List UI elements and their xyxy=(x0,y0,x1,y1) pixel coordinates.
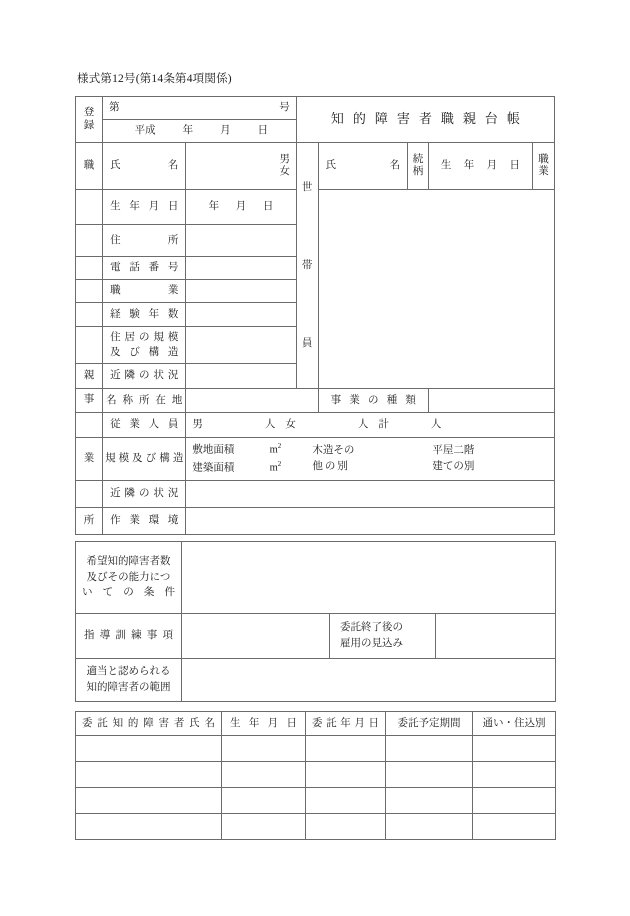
structure-type-label: 木造その 他の別 xyxy=(312,444,355,472)
consignment-cell-name[interactable] xyxy=(76,762,222,788)
guardian-phone-label: 電話番号 xyxy=(103,257,186,280)
table-row xyxy=(76,736,556,762)
consignment-header-name: 委託知的障害者氏名 xyxy=(76,712,222,736)
guardian-housing-value[interactable] xyxy=(186,327,296,364)
workplace-environment-row xyxy=(76,508,555,535)
workplace-environment-value[interactable] xyxy=(186,508,555,535)
post-consignment-value[interactable] xyxy=(436,614,556,659)
employees-male-unit: 人 xyxy=(264,419,276,431)
workplace-scale-label: 規模及び構造 xyxy=(103,438,186,481)
consignment-cell-date[interactable] xyxy=(306,762,386,788)
guardian-side-blank-4 xyxy=(76,280,103,303)
guardian-birthdate-label: 生年月日 xyxy=(103,190,186,225)
consignment-cell-type[interactable] xyxy=(473,762,556,788)
consignment-cell-name[interactable] xyxy=(76,788,222,814)
year-label: 年 xyxy=(182,125,194,137)
workplace-name-address-value[interactable] xyxy=(186,389,318,413)
workplace-name-row xyxy=(76,389,555,413)
consignment-cell-birthdate[interactable] xyxy=(222,788,306,814)
workplace-side-label-sho: 所 xyxy=(76,508,103,535)
registration-row xyxy=(76,97,555,120)
guardian-neighborhood-label: 近隣の状況 xyxy=(103,364,186,389)
training-items-row xyxy=(76,614,556,659)
consignment-cell-date[interactable] xyxy=(306,814,386,840)
household-header-relation: 続 柄 xyxy=(408,143,429,190)
floors-type-label: 平屋二階 建ての別 xyxy=(432,444,475,472)
employees-total-unit: 人 xyxy=(430,419,442,431)
consignment-cell-type[interactable] xyxy=(473,814,556,840)
day-label: 日 xyxy=(257,125,269,137)
consignment-header-period: 委託予定期間 xyxy=(386,712,473,736)
guardian-side-blank-2 xyxy=(76,225,103,257)
guardian-side-blank-3 xyxy=(76,257,103,280)
employees-female-unit: 人 xyxy=(357,419,369,431)
guardian-occupation-label: 職 業 xyxy=(103,280,186,303)
consignment-header-type: 通い・住込別 xyxy=(473,712,556,736)
guardian-housing-label: 住居の規模 及び構造 xyxy=(103,327,186,364)
workplace-scale-row xyxy=(76,438,555,481)
registration-date-cell[interactable] xyxy=(103,120,297,143)
workplace-employees-value[interactable] xyxy=(186,413,555,438)
guardian-address-value[interactable] xyxy=(186,225,296,257)
guardian-experience-value[interactable] xyxy=(186,303,296,327)
consignment-cell-type[interactable] xyxy=(473,788,556,814)
workplace-side-blank-1 xyxy=(76,413,103,438)
training-items-value[interactable] xyxy=(182,614,330,659)
building-area-label: 建築面積 xyxy=(192,462,235,474)
consignment-header-birthdate: 生年月日 xyxy=(222,712,306,736)
household-side-label: 世 帯 員 xyxy=(296,143,318,389)
workplace-name-address-label: 名称所在地 xyxy=(103,389,186,413)
workplace-business-type-value[interactable] xyxy=(428,389,554,413)
era-label: 平成 xyxy=(134,125,156,137)
guardian-experience-label: 経験年数 xyxy=(103,303,186,327)
consignment-table xyxy=(75,711,556,840)
guardian-side-blank-5 xyxy=(76,303,103,327)
registration-number-cell[interactable] xyxy=(103,97,297,120)
consignment-cell-birthdate[interactable] xyxy=(222,736,306,762)
registration-side-label: 登 録 xyxy=(76,97,103,143)
registration-number-prefix: 第 xyxy=(109,102,120,114)
household-header-name: 氏 名 xyxy=(318,143,408,190)
conditions-table xyxy=(75,541,556,702)
consignment-header-date: 委託年月日 xyxy=(306,712,386,736)
site-area-unit: m xyxy=(269,444,278,456)
desired-conditions-label: 希望知的障害者数 及びその能力につ いての条件 xyxy=(76,542,182,614)
desired-conditions-row xyxy=(76,542,556,614)
guardian-name-row xyxy=(76,143,555,190)
building-area-unit: m xyxy=(269,462,278,474)
household-header-occupation: 職 業 xyxy=(533,143,555,190)
post-consignment-label: 委託終了後の 雇用の見込み xyxy=(330,614,436,659)
employees-male-label: 男 xyxy=(192,419,203,431)
guardian-name-label: 氏 名 xyxy=(103,143,186,190)
document-title-cell xyxy=(296,97,554,143)
table-row xyxy=(76,762,556,788)
guardian-name-value[interactable] xyxy=(186,143,296,190)
workplace-environment-label: 作業環境 xyxy=(103,508,186,535)
guardian-phone-value[interactable] xyxy=(186,257,296,280)
guardian-side-blank-6 xyxy=(76,327,103,364)
consignment-cell-type[interactable] xyxy=(473,736,556,762)
workplace-employees-row xyxy=(76,413,555,438)
consignment-cell-period[interactable] xyxy=(386,762,473,788)
workplace-side-label-ji: 事 xyxy=(76,389,103,413)
household-members-body[interactable] xyxy=(318,190,554,389)
workplace-scale-value[interactable]: 敷地面積 $m^2$ 建築面積 $m^2$ 木造その 他の別 平屋二階 建ての別 xyxy=(186,438,555,481)
scope-label: 適当と認められる 知的障害者の範囲 xyxy=(76,659,182,702)
consignment-cell-birthdate[interactable] xyxy=(222,814,306,840)
table-row xyxy=(76,788,556,814)
table-row xyxy=(76,814,556,840)
form-number: 様式第12号(第14条第4項関係) xyxy=(77,73,232,85)
guardian-birthdate-value[interactable]: 年 月 日 xyxy=(186,190,296,225)
guardian-occupation-value[interactable] xyxy=(186,280,296,303)
site-area-label: 敷地面積 xyxy=(192,444,235,456)
guardian-side-blank-1 xyxy=(76,190,103,225)
desired-conditions-value[interactable] xyxy=(182,542,556,614)
employees-female-label: 女 xyxy=(285,419,296,431)
consignment-cell-period[interactable] xyxy=(386,736,473,762)
guardian-neighborhood-value[interactable] xyxy=(186,364,296,389)
consignment-cell-birthdate[interactable] xyxy=(222,762,306,788)
scope-row xyxy=(76,659,556,702)
employees-total-label: 計 xyxy=(378,419,389,431)
workplace-neighborhood-row xyxy=(76,481,555,508)
consignment-cell-period[interactable] xyxy=(386,788,473,814)
guardian-address-label: 住 所 xyxy=(103,225,186,257)
guardian-side-label-oya: 親 xyxy=(76,364,103,389)
month-label: 月 xyxy=(220,125,231,137)
gender-label: 男 女 xyxy=(279,153,290,177)
consignment-cell-name[interactable] xyxy=(76,736,222,762)
workplace-neighborhood-label: 近隣の状況 xyxy=(103,481,186,508)
consignment-cell-period[interactable] xyxy=(386,814,473,840)
workplace-neighborhood-value[interactable] xyxy=(186,481,555,508)
scope-value[interactable] xyxy=(182,659,556,702)
consignment-cell-date[interactable] xyxy=(306,788,386,814)
workplace-side-blank-2 xyxy=(76,481,103,508)
registration-number-suffix: 号 xyxy=(279,102,290,114)
consignment-header-row xyxy=(76,712,556,736)
consignment-cell-name[interactable] xyxy=(76,814,222,840)
guardian-side-label-shoku: 職 xyxy=(76,143,103,190)
main-form-table xyxy=(75,96,555,535)
workplace-side-label-gyo: 業 xyxy=(76,438,103,481)
workplace-employees-label: 従業人員 xyxy=(103,413,186,438)
page-title: 知的障害者職親台帳 xyxy=(330,111,529,127)
consignment-cell-date[interactable] xyxy=(306,736,386,762)
workplace-business-type-label: 事業の種類 xyxy=(318,389,428,413)
household-header-birthdate: 生年月日 xyxy=(428,143,532,190)
training-items-label: 指導訓練事項 xyxy=(76,614,182,659)
